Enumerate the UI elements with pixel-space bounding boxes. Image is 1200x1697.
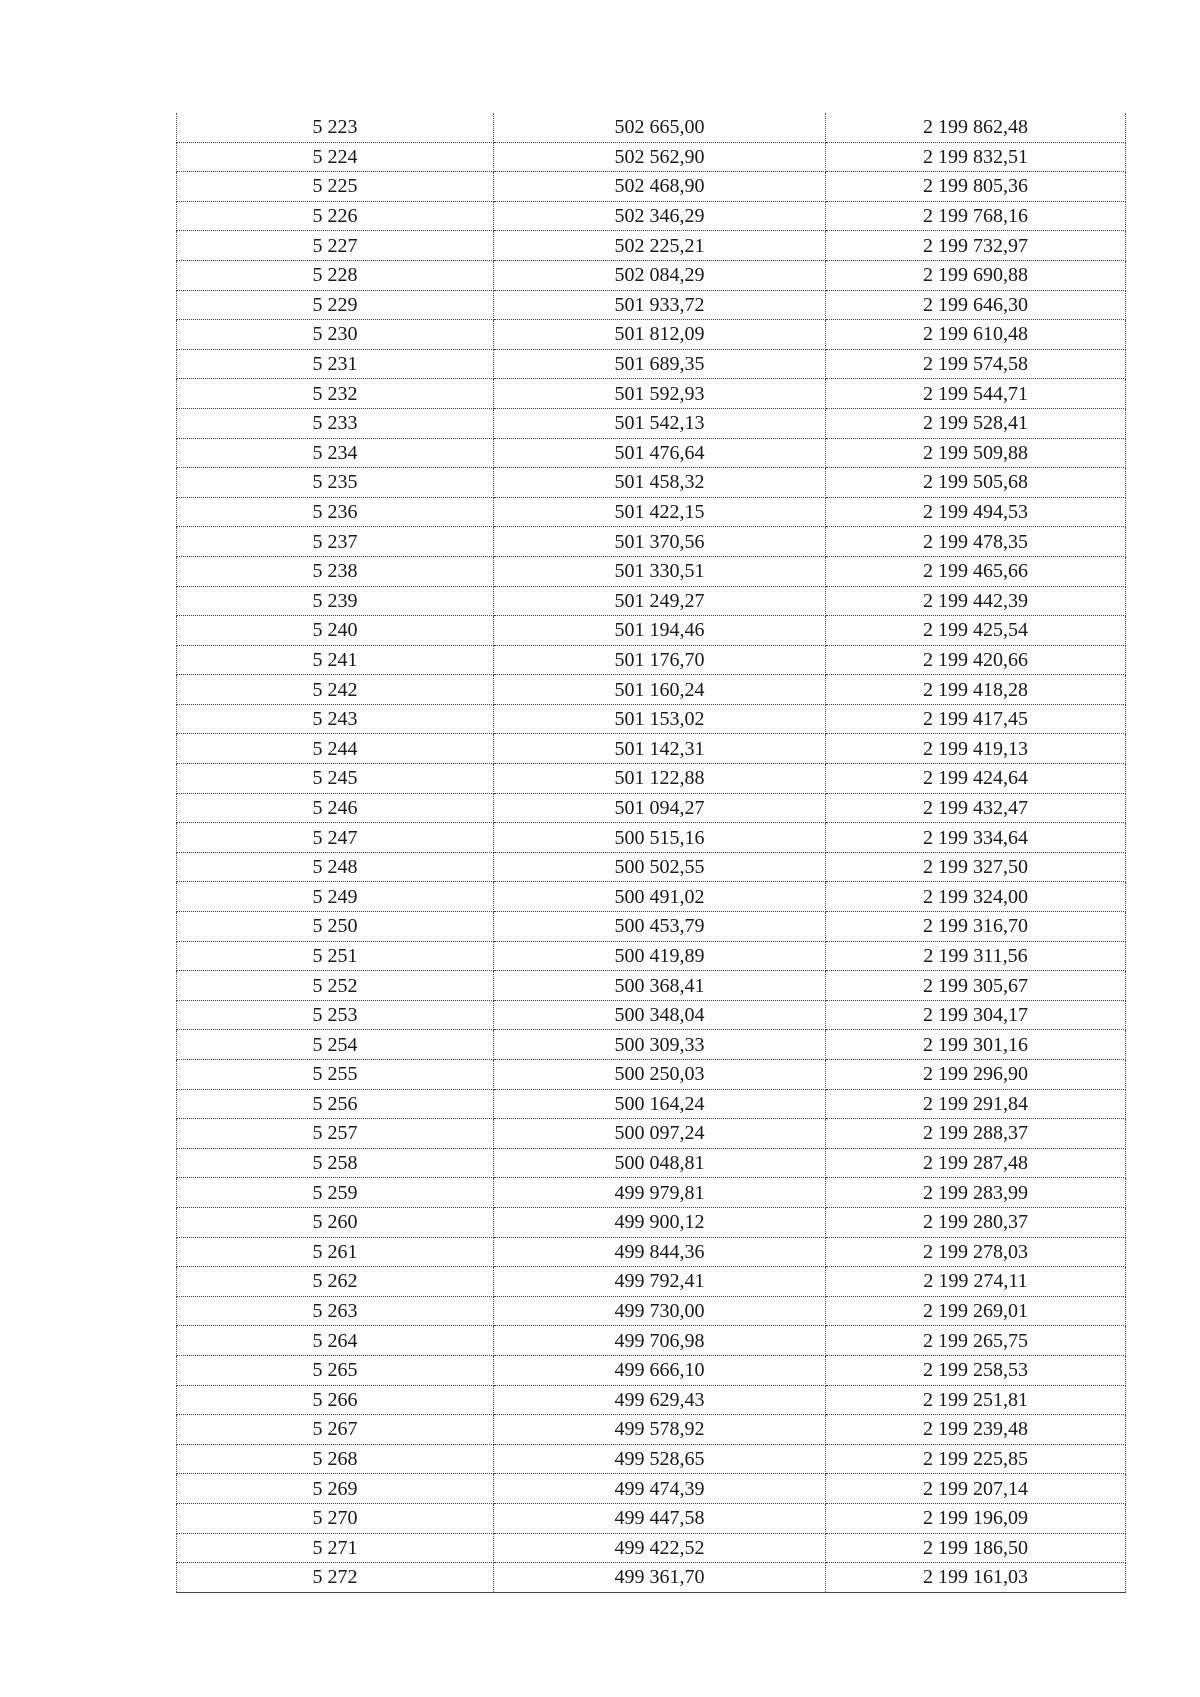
table-row	[177, 1148, 1126, 1178]
x-coordinate-cell: 501 094,27	[494, 793, 826, 823]
table-row	[177, 764, 1126, 794]
y-coordinate-cell: 2 199 291,84	[826, 1089, 1126, 1119]
x-coordinate-cell: 499 578,92	[494, 1415, 826, 1445]
table-row	[177, 734, 1126, 764]
x-coordinate-cell: 501 370,56	[494, 527, 826, 557]
y-coordinate-cell: 2 199 207,14	[826, 1474, 1126, 1504]
y-coordinate-cell: 2 199 274,11	[826, 1267, 1126, 1297]
point-number-cell: 5 234	[177, 438, 494, 468]
x-coordinate-cell: 501 542,13	[494, 408, 826, 438]
y-coordinate-cell: 2 199 288,37	[826, 1119, 1126, 1149]
table-row	[177, 260, 1126, 290]
table-row	[177, 556, 1126, 586]
table-row	[177, 231, 1126, 261]
x-coordinate-cell: 500 515,16	[494, 823, 826, 853]
x-coordinate-cell: 502 665,00	[494, 113, 826, 142]
point-number-cell: 5 264	[177, 1326, 494, 1356]
coordinates-table-body	[177, 113, 1126, 1592]
point-number-cell: 5 253	[177, 1000, 494, 1030]
table-row	[177, 1503, 1126, 1533]
point-number-cell: 5 237	[177, 527, 494, 557]
table-row	[177, 1267, 1126, 1297]
point-number-cell: 5 246	[177, 793, 494, 823]
y-coordinate-cell: 2 199 278,03	[826, 1237, 1126, 1267]
x-coordinate-cell: 499 361,70	[494, 1563, 826, 1593]
x-coordinate-cell: 501 422,15	[494, 497, 826, 527]
table-row	[177, 408, 1126, 438]
y-coordinate-cell: 2 199 574,58	[826, 349, 1126, 379]
y-coordinate-cell: 2 199 296,90	[826, 1060, 1126, 1090]
point-number-cell: 5 258	[177, 1148, 494, 1178]
y-coordinate-cell: 2 199 832,51	[826, 142, 1126, 172]
x-coordinate-cell: 501 933,72	[494, 290, 826, 320]
point-number-cell: 5 225	[177, 172, 494, 202]
x-coordinate-cell: 499 474,39	[494, 1474, 826, 1504]
table-row	[177, 1444, 1126, 1474]
table-row	[177, 172, 1126, 202]
y-coordinate-cell: 2 199 544,71	[826, 379, 1126, 409]
y-coordinate-cell: 2 199 251,81	[826, 1385, 1126, 1415]
table-row	[177, 882, 1126, 912]
table-row	[177, 527, 1126, 557]
table-row	[177, 645, 1126, 675]
point-number-cell: 5 238	[177, 556, 494, 586]
point-number-cell: 5 256	[177, 1089, 494, 1119]
table-row	[177, 704, 1126, 734]
point-number-cell: 5 232	[177, 379, 494, 409]
table-row	[177, 852, 1126, 882]
table-row	[177, 1237, 1126, 1267]
table-row	[177, 201, 1126, 231]
x-coordinate-cell: 500 502,55	[494, 852, 826, 882]
y-coordinate-cell: 2 199 265,75	[826, 1326, 1126, 1356]
point-number-cell: 5 255	[177, 1060, 494, 1090]
table-row	[177, 1030, 1126, 1060]
x-coordinate-cell: 502 562,90	[494, 142, 826, 172]
y-coordinate-cell: 2 199 334,64	[826, 823, 1126, 853]
x-coordinate-cell: 499 666,10	[494, 1355, 826, 1385]
x-coordinate-cell: 501 812,09	[494, 320, 826, 350]
y-coordinate-cell: 2 199 418,28	[826, 675, 1126, 705]
point-number-cell: 5 252	[177, 971, 494, 1001]
table-row	[177, 912, 1126, 942]
point-number-cell: 5 240	[177, 616, 494, 646]
y-coordinate-cell: 2 199 528,41	[826, 408, 1126, 438]
x-coordinate-cell: 501 176,70	[494, 645, 826, 675]
y-coordinate-cell: 2 199 305,67	[826, 971, 1126, 1001]
table-row	[177, 1296, 1126, 1326]
y-coordinate-cell: 2 199 610,48	[826, 320, 1126, 350]
table-row	[177, 675, 1126, 705]
y-coordinate-cell: 2 199 768,16	[826, 201, 1126, 231]
table-row	[177, 823, 1126, 853]
x-coordinate-cell: 499 792,41	[494, 1267, 826, 1297]
y-coordinate-cell: 2 199 161,03	[826, 1563, 1126, 1593]
x-coordinate-cell: 500 419,89	[494, 941, 826, 971]
point-number-cell: 5 247	[177, 823, 494, 853]
table-row	[177, 1474, 1126, 1504]
y-coordinate-cell: 2 199 732,97	[826, 231, 1126, 261]
y-coordinate-cell: 2 199 196,09	[826, 1503, 1126, 1533]
table-row	[177, 1089, 1126, 1119]
table-row	[177, 941, 1126, 971]
point-number-cell: 5 243	[177, 704, 494, 734]
x-coordinate-cell: 500 309,33	[494, 1030, 826, 1060]
y-coordinate-cell: 2 199 420,66	[826, 645, 1126, 675]
point-number-cell: 5 239	[177, 586, 494, 616]
point-number-cell: 5 269	[177, 1474, 494, 1504]
x-coordinate-cell: 501 592,93	[494, 379, 826, 409]
y-coordinate-cell: 2 199 258,53	[826, 1355, 1126, 1385]
x-coordinate-cell: 499 979,81	[494, 1178, 826, 1208]
point-number-cell: 5 254	[177, 1030, 494, 1060]
x-coordinate-cell: 500 491,02	[494, 882, 826, 912]
x-coordinate-cell: 500 164,24	[494, 1089, 826, 1119]
table-row	[177, 1385, 1126, 1415]
table-row	[177, 1000, 1126, 1030]
point-number-cell: 5 261	[177, 1237, 494, 1267]
y-coordinate-cell: 2 199 327,50	[826, 852, 1126, 882]
y-coordinate-cell: 2 199 269,01	[826, 1296, 1126, 1326]
x-coordinate-cell: 499 900,12	[494, 1207, 826, 1237]
x-coordinate-cell: 500 368,41	[494, 971, 826, 1001]
point-number-cell: 5 242	[177, 675, 494, 705]
point-number-cell: 5 259	[177, 1178, 494, 1208]
x-coordinate-cell: 499 422,52	[494, 1533, 826, 1563]
x-coordinate-cell: 499 844,36	[494, 1237, 826, 1267]
x-coordinate-cell: 502 225,21	[494, 231, 826, 261]
x-coordinate-cell: 500 097,24	[494, 1119, 826, 1149]
table-row	[177, 1563, 1126, 1593]
table-row	[177, 142, 1126, 172]
table-row	[177, 1207, 1126, 1237]
table-row	[177, 971, 1126, 1001]
point-number-cell: 5 267	[177, 1415, 494, 1445]
point-number-cell: 5 248	[177, 852, 494, 882]
y-coordinate-cell: 2 199 442,39	[826, 586, 1126, 616]
point-number-cell: 5 241	[177, 645, 494, 675]
table-row	[177, 113, 1126, 142]
x-coordinate-cell: 499 629,43	[494, 1385, 826, 1415]
x-coordinate-cell: 499 528,65	[494, 1444, 826, 1474]
point-number-cell: 5 266	[177, 1385, 494, 1415]
y-coordinate-cell: 2 199 646,30	[826, 290, 1126, 320]
point-number-cell: 5 245	[177, 764, 494, 794]
point-number-cell: 5 271	[177, 1533, 494, 1563]
y-coordinate-cell: 2 199 509,88	[826, 438, 1126, 468]
y-coordinate-cell: 2 199 494,53	[826, 497, 1126, 527]
x-coordinate-cell: 501 194,46	[494, 616, 826, 646]
x-coordinate-cell: 502 346,29	[494, 201, 826, 231]
point-number-cell: 5 263	[177, 1296, 494, 1326]
point-number-cell: 5 233	[177, 408, 494, 438]
point-number-cell: 5 249	[177, 882, 494, 912]
coordinates-table	[176, 113, 1126, 1593]
table-row	[177, 468, 1126, 498]
point-number-cell: 5 223	[177, 113, 494, 142]
y-coordinate-cell: 2 199 287,48	[826, 1148, 1126, 1178]
table-row	[177, 438, 1126, 468]
point-number-cell: 5 235	[177, 468, 494, 498]
table-row	[177, 349, 1126, 379]
x-coordinate-cell: 501 689,35	[494, 349, 826, 379]
table-row	[177, 290, 1126, 320]
x-coordinate-cell: 501 458,32	[494, 468, 826, 498]
table-row	[177, 616, 1126, 646]
y-coordinate-cell: 2 199 301,16	[826, 1030, 1126, 1060]
y-coordinate-cell: 2 199 239,48	[826, 1415, 1126, 1445]
y-coordinate-cell: 2 199 316,70	[826, 912, 1126, 942]
point-number-cell: 5 226	[177, 201, 494, 231]
y-coordinate-cell: 2 199 186,50	[826, 1533, 1126, 1563]
x-coordinate-cell: 500 250,03	[494, 1060, 826, 1090]
table-row	[177, 1119, 1126, 1149]
x-coordinate-cell: 501 249,27	[494, 586, 826, 616]
table-row	[177, 793, 1126, 823]
y-coordinate-cell: 2 199 419,13	[826, 734, 1126, 764]
x-coordinate-cell: 499 447,58	[494, 1503, 826, 1533]
table-row	[177, 497, 1126, 527]
x-coordinate-cell: 501 330,51	[494, 556, 826, 586]
y-coordinate-cell: 2 199 283,99	[826, 1178, 1126, 1208]
y-coordinate-cell: 2 199 225,85	[826, 1444, 1126, 1474]
x-coordinate-cell: 502 084,29	[494, 260, 826, 290]
x-coordinate-cell: 501 476,64	[494, 438, 826, 468]
point-number-cell: 5 272	[177, 1563, 494, 1593]
x-coordinate-cell: 501 142,31	[494, 734, 826, 764]
table-row	[177, 1060, 1126, 1090]
point-number-cell: 5 250	[177, 912, 494, 942]
x-coordinate-cell: 500 453,79	[494, 912, 826, 942]
x-coordinate-cell: 500 048,81	[494, 1148, 826, 1178]
point-number-cell: 5 229	[177, 290, 494, 320]
y-coordinate-cell: 2 199 280,37	[826, 1207, 1126, 1237]
point-number-cell: 5 262	[177, 1267, 494, 1297]
y-coordinate-cell: 2 199 324,00	[826, 882, 1126, 912]
y-coordinate-cell: 2 199 805,36	[826, 172, 1126, 202]
x-coordinate-cell: 502 468,90	[494, 172, 826, 202]
table-row	[177, 379, 1126, 409]
x-coordinate-cell: 501 122,88	[494, 764, 826, 794]
table-row	[177, 586, 1126, 616]
y-coordinate-cell: 2 199 304,17	[826, 1000, 1126, 1030]
point-number-cell: 5 230	[177, 320, 494, 350]
point-number-cell: 5 244	[177, 734, 494, 764]
table-row	[177, 1326, 1126, 1356]
point-number-cell: 5 224	[177, 142, 494, 172]
y-coordinate-cell: 2 199 311,56	[826, 941, 1126, 971]
y-coordinate-cell: 2 199 432,47	[826, 793, 1126, 823]
point-number-cell: 5 257	[177, 1119, 494, 1149]
y-coordinate-cell: 2 199 425,54	[826, 616, 1126, 646]
point-number-cell: 5 260	[177, 1207, 494, 1237]
y-coordinate-cell: 2 199 424,64	[826, 764, 1126, 794]
x-coordinate-cell: 501 153,02	[494, 704, 826, 734]
table-row	[177, 1415, 1126, 1445]
table-row	[177, 1178, 1126, 1208]
point-number-cell: 5 268	[177, 1444, 494, 1474]
y-coordinate-cell: 2 199 465,66	[826, 556, 1126, 586]
y-coordinate-cell: 2 199 478,35	[826, 527, 1126, 557]
x-coordinate-cell: 499 706,98	[494, 1326, 826, 1356]
point-number-cell: 5 227	[177, 231, 494, 261]
y-coordinate-cell: 2 199 417,45	[826, 704, 1126, 734]
point-number-cell: 5 236	[177, 497, 494, 527]
x-coordinate-cell: 500 348,04	[494, 1000, 826, 1030]
x-coordinate-cell: 501 160,24	[494, 675, 826, 705]
table-row	[177, 1533, 1126, 1563]
point-number-cell: 5 231	[177, 349, 494, 379]
point-number-cell: 5 251	[177, 941, 494, 971]
y-coordinate-cell: 2 199 862,48	[826, 113, 1126, 142]
y-coordinate-cell: 2 199 690,88	[826, 260, 1126, 290]
point-number-cell: 5 270	[177, 1503, 494, 1533]
point-number-cell: 5 265	[177, 1355, 494, 1385]
y-coordinate-cell: 2 199 505,68	[826, 468, 1126, 498]
table-row	[177, 1355, 1126, 1385]
point-number-cell: 5 228	[177, 260, 494, 290]
table-row	[177, 320, 1126, 350]
x-coordinate-cell: 499 730,00	[494, 1296, 826, 1326]
